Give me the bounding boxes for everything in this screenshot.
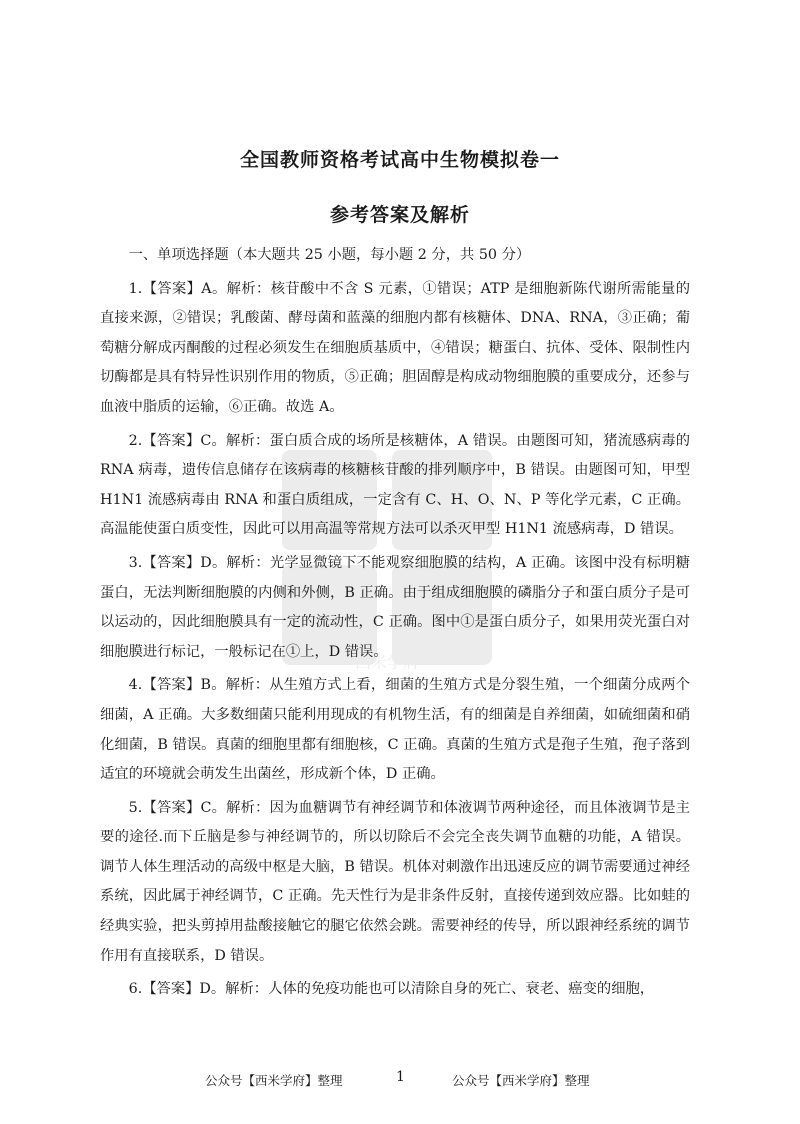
footer-right-credit: 公众号【西米学府】整理 [452, 1073, 590, 1088]
watermark-text: 西米学府 [354, 653, 420, 672]
document-subtitle: 参考答案及解析 [329, 204, 470, 226]
document-title: 全国教师资格考试高中生物模拟卷一 [239, 149, 560, 171]
answer-paragraph: 4.【答案】B。解析：从生殖方式上看，细菌的生殖方式是分裂生殖，一个细菌分成两个细菌，A 正确。大多数细菌只能利用现成的有机物生活，有的细菌是自养细菌，如硫细菌和硝化细菌，B 错误。真菌的细胞里都有细胞核，C 正确。真菌的生殖方式是孢子生殖，孢子落到适宜的环境就会萌发生出菌丝，形成新个体，D 正确。 [100, 677, 690, 783]
section-heading: 一、单项选择题（本大题共 25 小题，每小题 2 分，共 50 分） [128, 247, 531, 263]
answer-paragraph: 2.【答案】C。解析：蛋白质合成的场所是核糖体，A 错误。由题图可知，猪流感病毒的 RNA 病毒，遗传信息储存在该病毒的核糖核苷酸的排列顺序中，B 错误。由题图可知，甲型 H1N1 流感病毒由 RNA 和蛋白质组成，一定含有 C、H、O、N、P 等化学元素，C 正确。高温能使蛋白质变性，因此可以用高温等常规方法可以杀灭甲型 H1N1 流感病毒，D 错误。 [100, 432, 690, 538]
document-body [100, 241, 690, 1005]
answer-paragraph: 6.【答案】D。解析：人体的免疫功能也可以清除自身的死亡、衰老、癌变的细胞， [128, 981, 655, 998]
page-number: 1 [396, 1069, 405, 1085]
answer-paragraph: 3.【答案】D。解析：光学显微镜下不能观察细胞膜的结构，A 正确。该图中没有标明糖蛋白，无法判断细胞膜的内侧和外侧，B 正确。由于组成细胞膜的磷脂分子和蛋白质分子是可以运动的，因此细胞膜具有一定的流动性，C 正确。图中①是蛋白质分子，如果用荧光蛋白对细胞膜进行标记，一般标记在①上，D 错误。 [100, 554, 690, 660]
footer-left-credit: 公众号【西米学府】整理 [205, 1073, 343, 1088]
answer-paragraph: 5.【答案】C。解析：因为血糖调节有神经调节和体液调节两种途径，而且体液调节是主要的途径.而下丘脑是参与神经调节的，所以切除后不会完全丧失调节血糖的功能，A 错误。调节人体生理活动的高级中枢是大脑，B 错误。机体对刺激作出迅速反应的调节需要通过神经系统，因此属于神经调节，C 正确。先天性行为是非条件反射，直接传递到效应器。比如蛙的经典实验，把头剪掉用盐酸接触它的腿它依然会跳。需要神经的传导，所以跟神经系统的调节作用有直接联系，D 错误。 [100, 799, 690, 964]
answer-paragraph: 1.【答案】A。解析：核苷酸中不含 S 元素，①错误；ATP 是细胞新陈代谢所需能量的直接来源，②错误；乳酸菌、酵母菌和蓝藻的细胞内都有核糖体、DNA、RNA，③正确；葡萄糖分解成丙酮酸的过程必须发生在细胞质基质中，④错误；糖蛋白、抗体、受体、限制性内切酶都是具有特异性识别作用的物质，⑤正确；胆固醇是构成动物细胞膜的重要成分，还参与血液中脂质的运输，⑥正确。故选 A。 [100, 280, 690, 415]
